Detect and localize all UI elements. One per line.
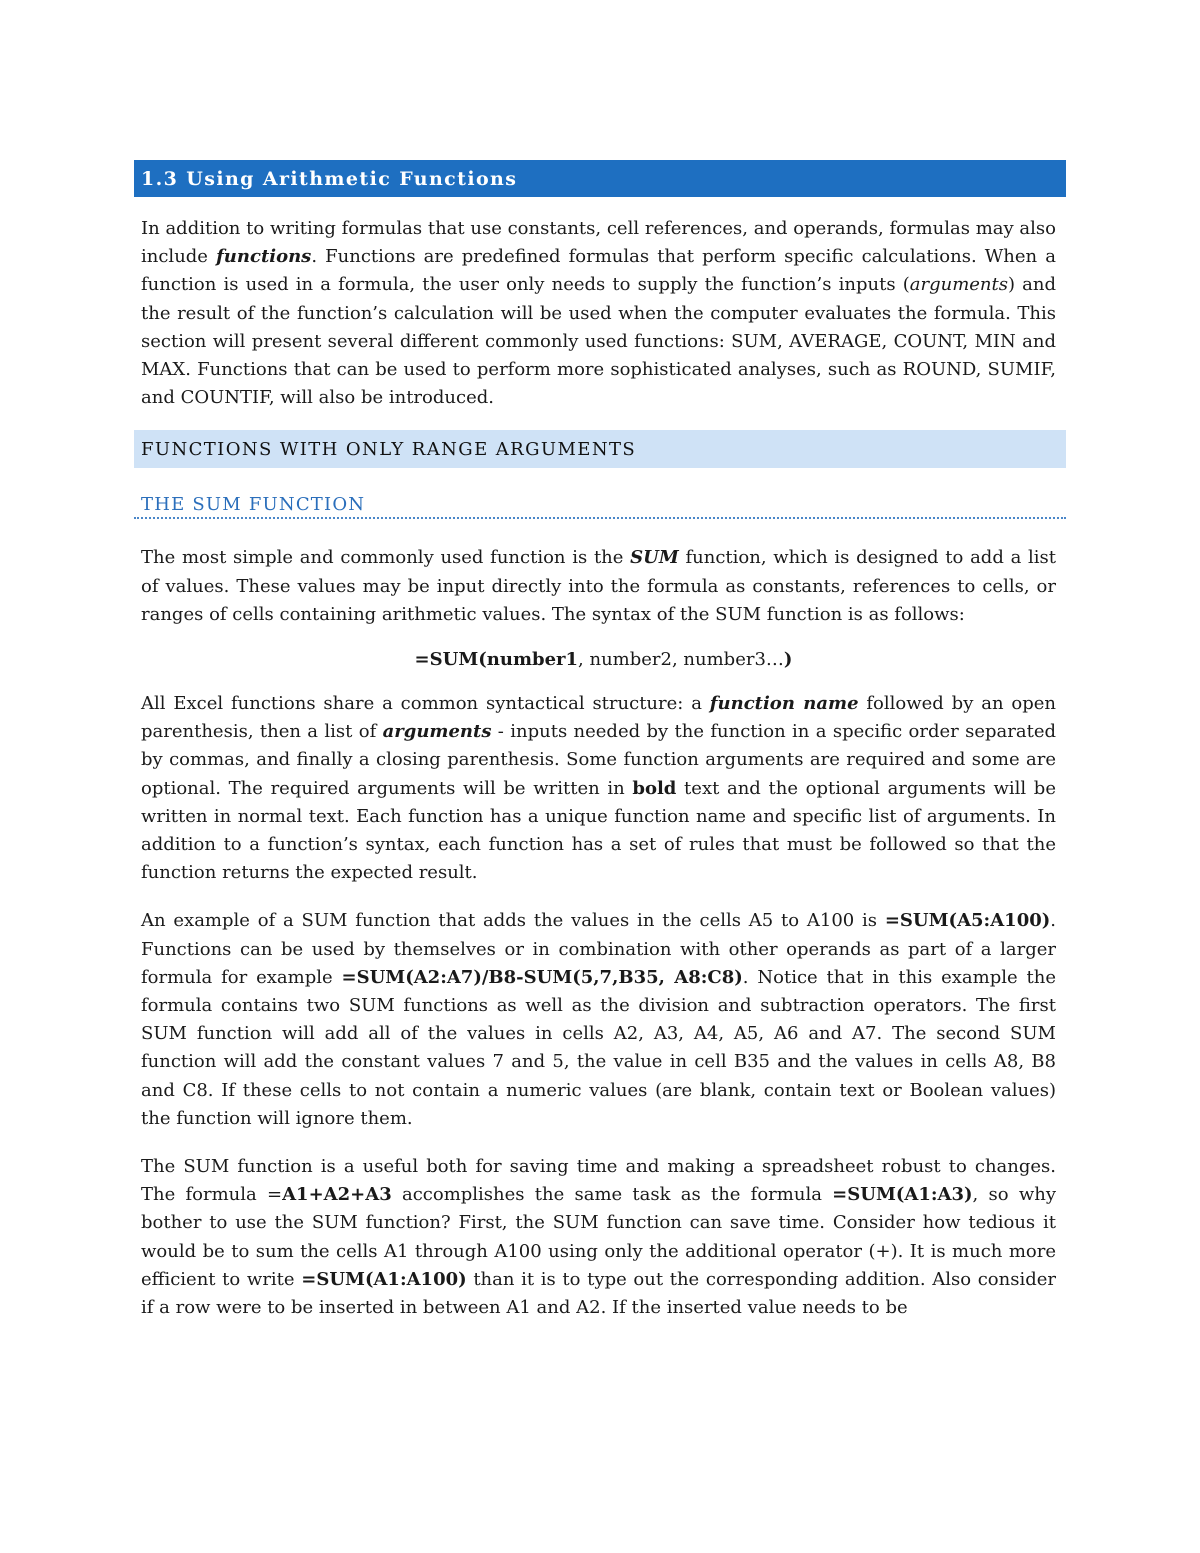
subsection-title: FUNCTIONS WITH ONLY RANGE ARGUMENTS xyxy=(141,438,637,460)
formula-addition: A1+A2+A3 xyxy=(282,1184,392,1206)
section-title: 1.3 Using Arithmetic Functions xyxy=(141,167,518,190)
term-arguments: arguments xyxy=(909,274,1008,296)
sum-intro-paragraph xyxy=(134,544,1066,629)
term-function-name: function name xyxy=(709,693,859,715)
intro-paragraph xyxy=(134,215,1066,412)
example-text-2: . Functions can be used by themselves or in combination with other operands as part of a larger formula for example xyxy=(141,910,1056,988)
structure-text-4: text and the optional arguments will be written in normal text. Each function has a unique function name and specific list of arguments. In addition to a function’s syntax, each function has a set of rules that must be followed so that the function returns the expected result. xyxy=(141,777,1056,884)
syntax-suffix: ) xyxy=(783,649,793,671)
useful-text-2: accomplishes the same task as the formula xyxy=(391,1184,833,1206)
sum-function-heading: THE SUM FUNCTION xyxy=(134,494,1066,519)
document-page xyxy=(134,160,1066,1322)
section-heading-bar xyxy=(134,160,1066,197)
formula-combined-sum: =SUM(A2:A7)/B8-SUM(5,7,B35, A8:C8) xyxy=(341,966,743,988)
useful-text-4: than it is to type out the corresponding addition. Also consider if a row were to be inserted in between A1 and A2. If the inserted value needs to be xyxy=(141,1268,1057,1319)
structure-text-2: followed by an open parenthesis, then a list of xyxy=(141,693,1056,743)
subsection-heading-bar xyxy=(134,430,1066,468)
term-bold: bold xyxy=(632,777,677,799)
syntax-optional-args: , number2, number3… xyxy=(578,649,784,671)
term-functions: functions xyxy=(216,246,312,268)
example-paragraph xyxy=(134,907,1066,1133)
example-text-1: An example of a SUM function that adds the values in the cells A5 to A100 is xyxy=(141,910,885,932)
formula-sum-a1-a3: =SUM(A1:A3) xyxy=(832,1184,973,1206)
example-text-3: . Notice that in this example the formula contains two SUM functions as well as the division and subtraction operators. The first SUM function will add all of the values in cells A2, A3, A4, A5, A6 and A7. The second SUM function will add the constant values 7 and 5, the value in cell B35 and the values in cells A8, B8 and C8. If these cells to not contain a numeric values (are blank, contain text or Boolean values) the function will ignore them. xyxy=(141,966,1056,1129)
sum-syntax-line xyxy=(134,649,1066,670)
formula-sum-a1-a100: =SUM(A1:A100) xyxy=(301,1268,467,1290)
useful-text-1: The SUM function is a useful both for saving time and making a spreadsheet robust to changes. The formula = xyxy=(141,1156,1056,1206)
structure-text-1: All Excel functions share a common syntactical structure: a xyxy=(141,693,710,715)
useful-text-3: , so why bother to use the SUM function? First, the SUM function can save time. Consider how tedious it would be to sum the cells A1 through A100 using only the additional operator (+). It is much more efficient to write xyxy=(141,1184,1056,1290)
intro-text-3: ) and the result of the function’s calculation will be used when the computer evaluates the formula. This section will present several different commonly used functions: SUM, AVERAGE, COUNT, MIN and MAX. Functions that can be used to perform more sophisticated analyses, such as ROUND, SUMIF, and COUNTIF, will also be introduced. xyxy=(141,274,1057,409)
sum-intro-text-1: The most simple and commonly used function is the xyxy=(141,547,631,569)
intro-text-2: . Functions are predefined formulas that perform specific calculations. When a function is used in a formula, the user only needs to supply the function’s inputs ( xyxy=(141,246,1056,296)
syntax-required-arg: number1 xyxy=(486,649,579,671)
intro-text-1: In addition to writing formulas that use constants, cell references, and operands, formulas may also include xyxy=(141,218,1056,268)
structure-text-3: - inputs needed by the function in a specific order separated by commas, and finally a closing parenthesis. Some function arguments are required and some are optional. The required arguments will be written in xyxy=(141,721,1056,799)
syntax-prefix: =SUM( xyxy=(414,649,487,671)
structure-paragraph xyxy=(134,690,1066,887)
sum-intro-text-2: function, which is designed to add a list of values. These values may be input directly into the formula as constants, references to cells, or ranges of cells containing arithmetic values. The syntax of the SUM function is as follows: xyxy=(141,547,1056,625)
term-arguments-bold: arguments xyxy=(382,721,492,743)
term-sum: SUM xyxy=(630,547,679,569)
useful-paragraph xyxy=(134,1153,1066,1322)
formula-sum-a5-a100: =SUM(A5:A100) xyxy=(884,910,1051,932)
